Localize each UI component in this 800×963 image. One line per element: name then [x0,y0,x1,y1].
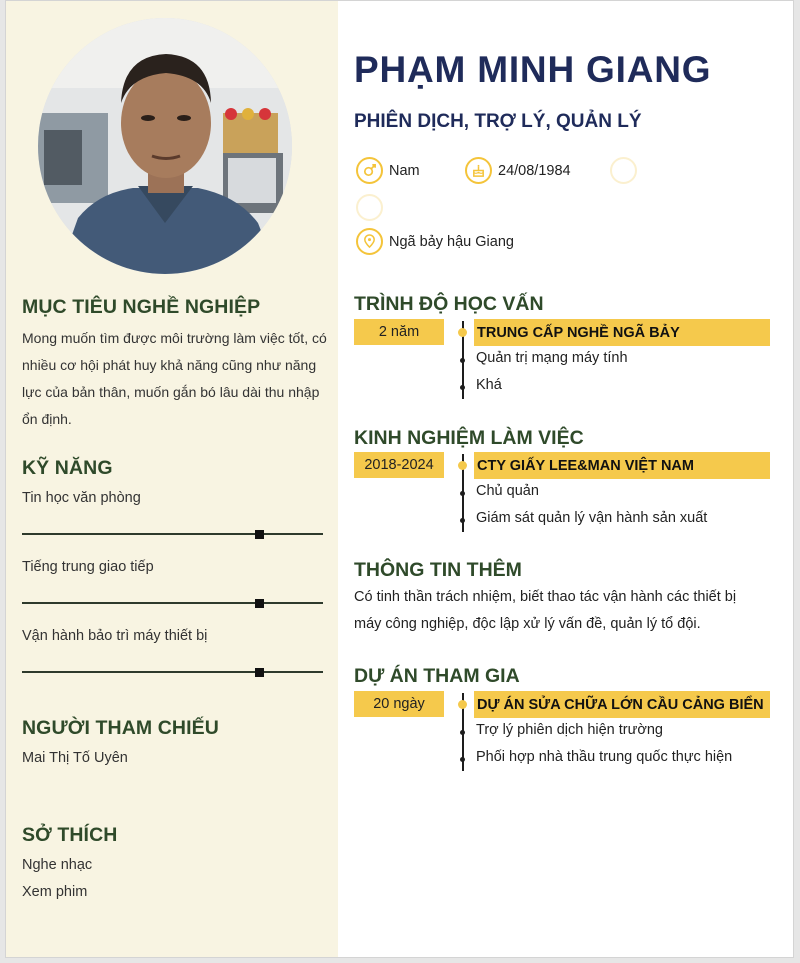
experience-period: 2018-2024 [354,452,444,478]
gender-icon [356,157,383,184]
objective-line: Mong muốn tìm được môi trường làm việc tốt, có [22,330,327,346]
extra-title: THÔNG TIN THÊM [354,559,522,581]
main-content [338,1,794,958]
project-period: 20 ngày [354,691,444,717]
birthday-value: 24/08/1984 [498,162,571,179]
education-detail: Khá [476,377,502,393]
timeline-dot [458,461,467,470]
skill-name: Tin học văn phòng [22,490,141,506]
skill-level-knob [255,530,264,539]
projects-title: DỰ ÁN THAM GIA [354,665,520,687]
phone-icon [610,157,637,184]
timeline-dot [458,700,467,709]
timeline-bullet [460,385,465,390]
hobby-item: Nghe nhạc [22,857,93,873]
extra-line: máy công nghiệp, độc lập xử lý vấn đề, quản lý tổ đội. [354,616,701,632]
experience-title: KINH NGHIỆM LÀM VIỆC [354,427,584,449]
skill-level-bar [22,671,323,673]
objective-line: nhiều cơ hội phát huy khả năng cũng như năng [22,357,317,373]
objective-text [22,325,332,433]
skill-level-knob [255,668,264,677]
email-info [356,194,389,221]
timeline-dot [458,328,467,337]
gender-value: Nam [389,162,420,179]
experience-company: CTY GIẤY LEE&MAN VIỆT NAM [474,452,770,479]
gender-info [356,157,420,184]
project-detail: Trợ lý phiên dịch hiện trường [476,722,663,738]
address-info [356,228,514,255]
address-value: Ngã bảy hậu Giang [389,233,514,250]
objective-line: ổn định. [22,411,72,427]
hobby-item: Xem phim [22,884,88,900]
timeline-bullet [460,518,465,523]
cv-page [5,0,794,958]
skill-name: Tiếng trung giao tiếp [22,559,154,575]
birthday-info [465,157,571,184]
education-title: TRÌNH ĐỘ HỌC VẤN [354,293,544,315]
timeline-bullet [460,358,465,363]
skill-level-bar [22,533,323,535]
timeline-bullet [460,757,465,762]
experience-detail: Giám sát quản lý vận hành sản xuất [476,510,708,526]
timeline-bullet [460,730,465,735]
reference-title: NGƯỜI THAM CHIẾU [22,717,219,739]
objective-line: lực của bản thân, muốn gắn bó lâu dài thu nhập [22,384,320,400]
birthday-cake-icon [465,157,492,184]
project-name: DỰ ÁN SỬA CHỮA LỚN CẦU CẢNG BIỂN [474,691,770,718]
education-period: 2 năm [354,319,444,345]
timeline-bullet [460,491,465,496]
avatar [38,18,292,274]
skill-level-bar [22,602,323,604]
avatar-photo [38,18,292,274]
extra-text [354,584,784,638]
education-detail: Quản trị mạng máy tính [476,350,628,366]
experience-detail: Chủ quản [476,483,539,499]
skill-name: Vận hành bảo trì máy thiết bị [22,628,208,644]
email-icon [356,194,383,221]
phone-info [610,157,643,184]
map-pin-icon [356,228,383,255]
objective-title: MỤC TIÊU NGHỀ NGHIỆP [22,296,261,318]
skills-title: KỸ NĂNG [22,457,113,479]
sidebar [6,1,338,958]
project-detail: Phối hợp nhà thầu trung quốc thực hiện [476,749,733,765]
skill-level-knob [255,599,264,608]
hobbies-title: SỞ THÍCH [22,824,118,846]
education-school: TRUNG CẤP NGHỀ NGÃ BẢY [474,319,770,346]
candidate-role: PHIÊN DỊCH, TRỢ LÝ, QUẢN LÝ [354,111,642,132]
candidate-name: PHẠM MINH GIANG [354,49,712,90]
reference-name: Mai Thị Tố Uyên [22,750,128,766]
extra-line: Có tinh thần trách nhiệm, biết thao tác vận hành các thiết bị [354,589,737,605]
